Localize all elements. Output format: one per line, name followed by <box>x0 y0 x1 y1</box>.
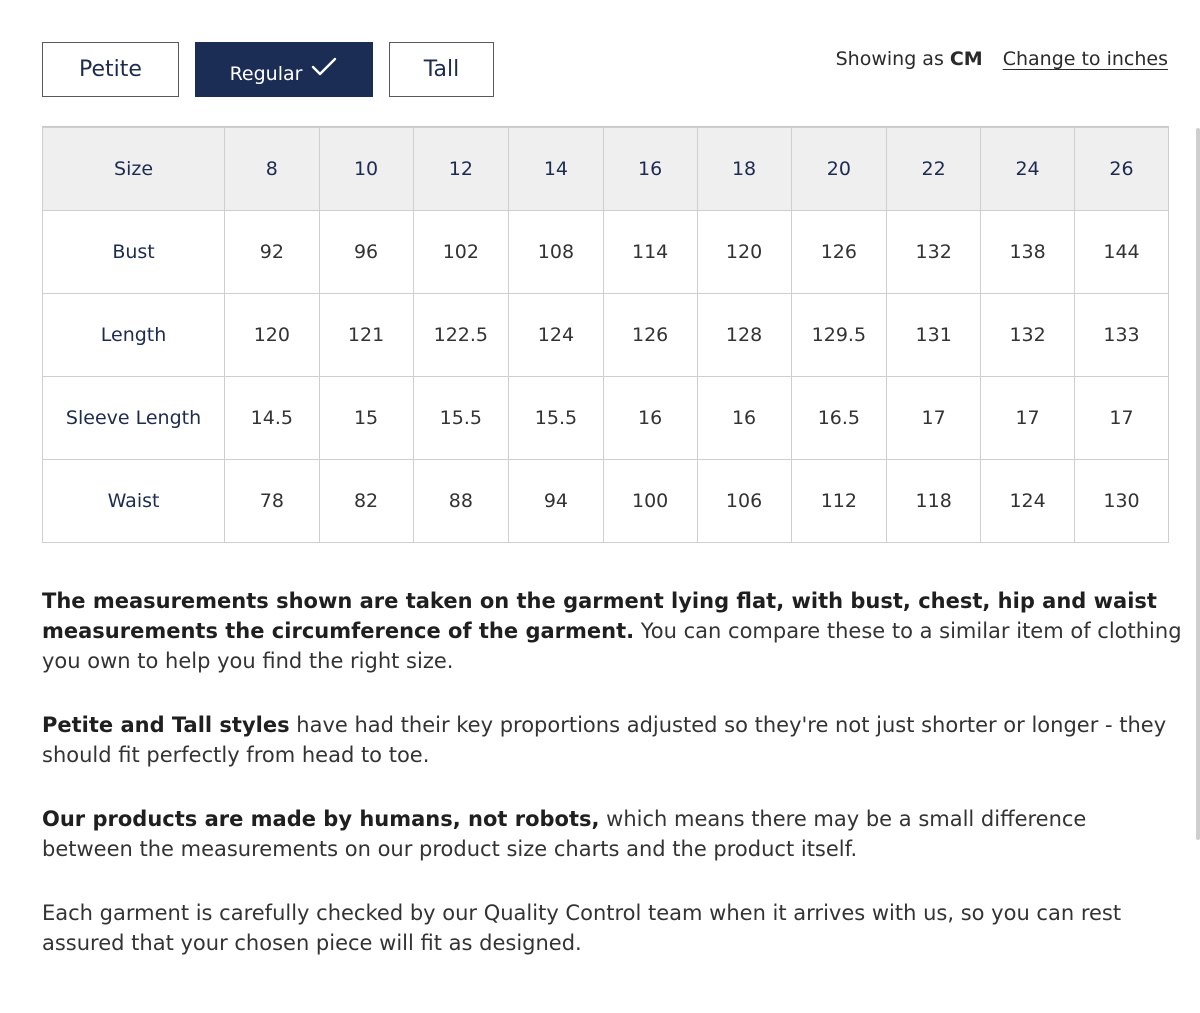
measurement-cell: 15 <box>319 377 413 460</box>
measurement-cell: 128 <box>697 294 791 377</box>
measurement-cell: 130 <box>1075 460 1169 543</box>
check-icon <box>310 56 338 78</box>
measurement-cell: 15.5 <box>413 377 509 460</box>
note-bold-text: Petite and Tall styles <box>42 713 290 737</box>
size-header-label: Size <box>43 128 225 211</box>
note-text: which means there may be a small difference between the measurements on our product size charts and the product itself. <box>42 807 1087 861</box>
measurement-row-waist <box>43 460 1169 543</box>
measurement-cell: 126 <box>791 211 887 294</box>
fit-tab-petite[interactable] <box>42 42 179 97</box>
size-header-cell: 26 <box>1075 128 1169 211</box>
measurement-cell: 92 <box>225 211 320 294</box>
measurement-cell: 120 <box>697 211 791 294</box>
measurement-cell: 144 <box>1075 211 1169 294</box>
note-bold-text: The measurements shown are taken on the garment lying flat, with bust, chest, hip and waist measurements the circumference of the garment. <box>42 589 1157 643</box>
size-header-cell: 14 <box>509 128 604 211</box>
measurement-cell: 118 <box>887 460 981 543</box>
size-header-cell: 22 <box>887 128 981 211</box>
measurement-cell: 17 <box>981 377 1075 460</box>
size-table-container[interactable] <box>42 126 1169 543</box>
fit-tabs <box>42 42 494 97</box>
measurement-cell: 132 <box>887 211 981 294</box>
measurement-cell: 82 <box>319 460 413 543</box>
measurement-cell: 124 <box>509 294 604 377</box>
measurement-cell: 120 <box>225 294 320 377</box>
measurement-cell: 17 <box>1075 377 1169 460</box>
note-text: have had their key proportions adjusted so they're not just shorter or longer - they should fit perfectly from head to toe. <box>42 713 1167 767</box>
size-table <box>42 127 1169 543</box>
size-header-cell: 10 <box>319 128 413 211</box>
change-units-link[interactable]: Change to inches <box>1002 48 1168 70</box>
page-scrollbar[interactable] <box>1196 128 1200 840</box>
note-bold-text: Our products are made by humans, not robots, <box>42 807 600 831</box>
note-text: Each garment is carefully checked by our Quality Control team when it arrives with us, so you can rest assured that your chosen piece will fit as designed. <box>42 901 1122 955</box>
measurement-cell: 131 <box>887 294 981 377</box>
measurement-label: Length <box>43 294 225 377</box>
note-text: You can compare these to a similar item of clothing you own to help you find the right size. <box>42 619 1182 673</box>
measurement-cell: 106 <box>697 460 791 543</box>
size-header-cell: 24 <box>981 128 1075 211</box>
note-paragraph <box>42 804 1182 864</box>
measurement-cell: 16 <box>697 377 791 460</box>
measurement-cell: 88 <box>413 460 509 543</box>
units-current: CM <box>949 48 983 70</box>
measurement-cell: 100 <box>603 460 697 543</box>
size-header-cell: 8 <box>225 128 320 211</box>
measurement-cell: 114 <box>603 211 697 294</box>
measurement-cell: 129.5 <box>791 294 887 377</box>
units-prefix: Showing as <box>835 48 944 70</box>
measurement-cell: 138 <box>981 211 1075 294</box>
measurement-cell: 102 <box>413 211 509 294</box>
measurement-cell: 94 <box>509 460 604 543</box>
fit-tab-regular-label: Regular <box>229 62 303 85</box>
fit-tab-regular[interactable] <box>195 42 373 97</box>
size-header-cell: 12 <box>413 128 509 211</box>
measurement-label: Sleeve Length <box>43 377 225 460</box>
measurement-row-sleeve-length <box>43 377 1169 460</box>
measurement-label: Waist <box>43 460 225 543</box>
measurement-cell: 15.5 <box>509 377 604 460</box>
fit-tab-petite-label: Petite <box>79 57 142 82</box>
note-paragraph <box>42 586 1182 676</box>
size-header-cell: 18 <box>697 128 791 211</box>
measurement-cell: 124 <box>981 460 1075 543</box>
measurement-cell: 112 <box>791 460 887 543</box>
note-paragraph <box>42 710 1182 770</box>
measurement-cell: 16.5 <box>791 377 887 460</box>
measurement-cell: 17 <box>887 377 981 460</box>
measurement-label: Bust <box>43 211 225 294</box>
units-toggle <box>836 48 1168 70</box>
measurement-row-length <box>43 294 1169 377</box>
size-header-cell: 16 <box>603 128 697 211</box>
fit-tab-tall[interactable] <box>389 42 494 97</box>
measurement-cell: 108 <box>509 211 604 294</box>
measurement-cell: 121 <box>319 294 413 377</box>
measurement-cell: 96 <box>319 211 413 294</box>
size-header-cell: 20 <box>791 128 887 211</box>
measurement-cell: 78 <box>225 460 320 543</box>
fit-tab-tall-label: Tall <box>423 57 460 82</box>
measurement-cell: 126 <box>603 294 697 377</box>
measurement-cell: 133 <box>1075 294 1169 377</box>
note-paragraph <box>42 898 1182 958</box>
size-header-row <box>43 128 1169 211</box>
measurement-cell: 132 <box>981 294 1075 377</box>
measurement-row-bust <box>43 211 1169 294</box>
size-notes <box>42 586 1182 992</box>
measurement-cell: 14.5 <box>225 377 320 460</box>
measurement-cell: 16 <box>603 377 697 460</box>
measurement-cell: 122.5 <box>413 294 509 377</box>
